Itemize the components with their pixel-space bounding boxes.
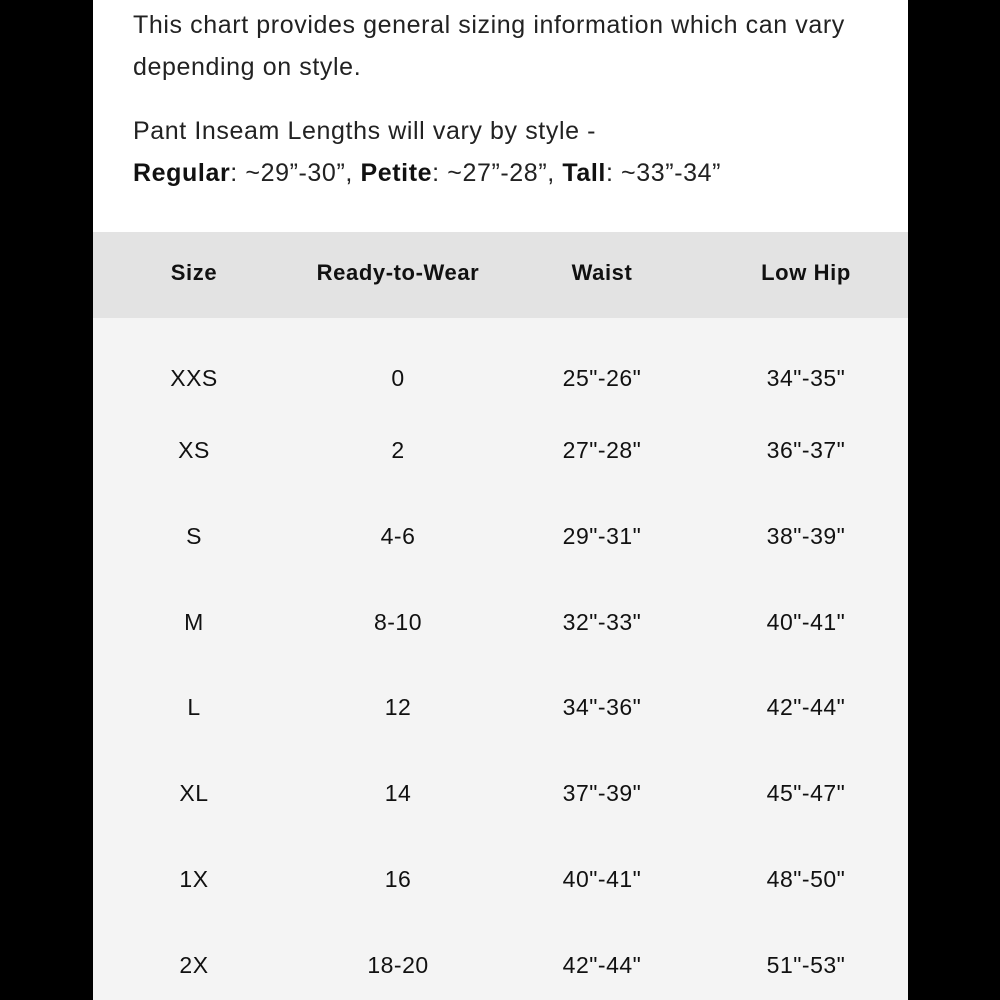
inseam-lead: Pant Inseam Lengths will vary by style - [133, 117, 597, 145]
regular-label: Regular [133, 159, 231, 187]
petite-label: Petite [360, 159, 433, 187]
waist-cell: 42"-44" [562, 952, 642, 978]
size-cell: M [184, 609, 204, 635]
header-size: Size [170, 260, 218, 285]
size-chart-table [93, 232, 908, 1000]
low-hip-cell: 40"-41" [766, 609, 846, 635]
size-cell: L [187, 694, 201, 720]
ready-to-wear-cell: 8-10 [373, 609, 423, 635]
size-cell: XXS [170, 365, 218, 391]
size-cell: S [186, 523, 202, 549]
header-waist: Waist [571, 260, 633, 285]
ready-to-wear-cell: 14 [384, 780, 412, 806]
tall-value: : ~33”-34” [605, 159, 722, 187]
size-cell: XS [178, 437, 210, 463]
table-row [93, 688, 908, 728]
ready-to-wear-cell: 18-20 [367, 952, 429, 978]
size-cell: 1X [179, 866, 209, 892]
waist-cell: 32"-33" [562, 609, 642, 635]
header-low-hip: Low Hip [761, 260, 851, 285]
ready-to-wear-cell: 2 [391, 437, 405, 463]
table-row [93, 517, 908, 557]
low-hip-cell: 38"-39" [766, 523, 846, 549]
size-guide-intro [133, 4, 873, 194]
size-guide-panel [93, 0, 908, 1000]
table-row [93, 860, 908, 900]
ready-to-wear-cell: 16 [384, 866, 412, 892]
low-hip-cell: 36"-37" [766, 437, 846, 463]
low-hip-cell: 34"-35" [766, 365, 846, 391]
table-row [93, 603, 908, 643]
waist-cell: 29"-31" [562, 523, 642, 549]
waist-cell: 37"-39" [562, 780, 642, 806]
table-row [93, 774, 908, 814]
waist-cell: 25"-26" [562, 365, 642, 391]
regular-value: : ~29”-30”, [230, 159, 361, 187]
ready-to-wear-cell: 0 [391, 365, 405, 391]
petite-value: : ~27”-28”, [432, 159, 563, 187]
table-row [93, 431, 908, 471]
sizing-disclaimer: This chart provides general sizing information which can vary depending on style. [133, 11, 845, 81]
waist-cell: 40"-41" [562, 866, 642, 892]
size-cell: XL [179, 780, 209, 806]
waist-cell: 27"-28" [562, 437, 642, 463]
table-header-row [93, 232, 908, 318]
table-row [93, 359, 908, 399]
size-cell: 2X [179, 952, 209, 978]
low-hip-cell: 45"-47" [766, 780, 846, 806]
low-hip-cell: 51"-53" [766, 952, 846, 978]
header-ready-to-wear: Ready-to-Wear [316, 260, 480, 285]
low-hip-cell: 42"-44" [766, 694, 846, 720]
tall-label: Tall [562, 159, 606, 187]
inseam-note [133, 110, 873, 194]
ready-to-wear-cell: 4-6 [380, 523, 416, 549]
table-row [93, 946, 908, 986]
low-hip-cell: 48"-50" [766, 866, 846, 892]
waist-cell: 34"-36" [562, 694, 642, 720]
ready-to-wear-cell: 12 [384, 694, 412, 720]
